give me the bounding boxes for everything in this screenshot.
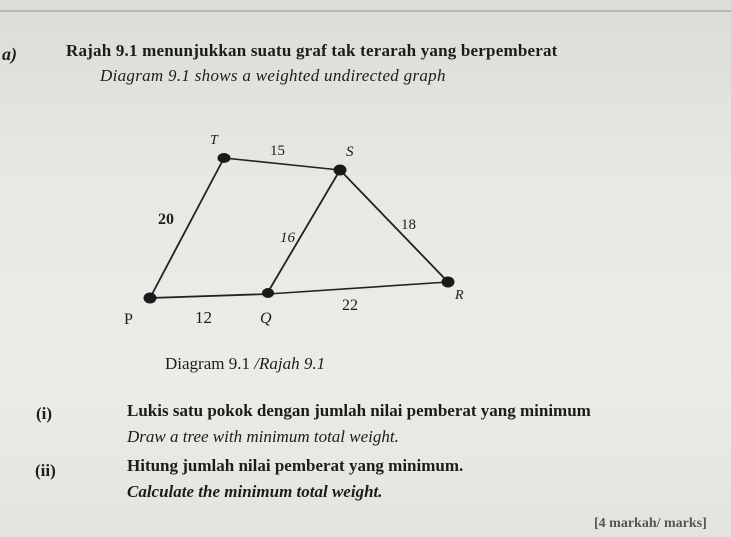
- part-i-english: Draw a tree with minimum total weight.: [127, 427, 399, 446]
- weight-T-S: 15: [270, 143, 285, 159]
- caption-english: Diagram 9.1: [165, 354, 250, 373]
- edge-Q-R: [268, 282, 448, 294]
- vertex-label-R: R: [455, 288, 464, 303]
- edge-S-Q: [268, 170, 340, 292]
- intro-english: Diagram 9.1 shows a weighted undirected graph: [100, 66, 446, 85]
- weight-P-Q: 12: [195, 308, 212, 327]
- vertex-label-Q: Q: [260, 310, 272, 327]
- vertex-Q: [262, 288, 274, 298]
- weight-Q-R: 22: [342, 297, 358, 314]
- vertex-R: [442, 277, 455, 288]
- edge-S-R: [340, 170, 448, 282]
- marks-allocation: [4 markah/ marks]: [594, 516, 707, 531]
- part-ii-malay: Hitung jumlah nilai pemberat yang minimum.: [127, 456, 464, 475]
- part-ii-number: (ii): [35, 461, 56, 480]
- vertex-label-T: T: [210, 133, 218, 148]
- part-ii-english: Calculate the minimum total weight.: [127, 482, 383, 501]
- weight-S-Q: 16: [280, 230, 295, 246]
- vertex-S: [334, 165, 347, 176]
- edge-P-Q: [150, 294, 268, 298]
- vertex-P: [144, 293, 157, 304]
- question-label: a): [2, 44, 17, 64]
- edge-T-P: [150, 158, 224, 298]
- vertex-T: [218, 153, 231, 163]
- caption-malay: /Rajah 9.1: [254, 354, 326, 373]
- intro-malay: Rajah 9.1 menunjukkan suatu graf tak terarah yang berpemberat: [66, 41, 558, 60]
- edge-T-S: [224, 158, 340, 170]
- weight-S-R: 18: [401, 217, 416, 233]
- vertex-label-S: S: [346, 144, 354, 160]
- part-i-malay: Lukis satu pokok dengan jumlah nilai pemberat yang minimum: [127, 401, 591, 420]
- part-i-number: (i): [36, 404, 53, 423]
- diagram-caption: [165, 354, 325, 374]
- vertex-label-P: P: [124, 311, 133, 328]
- weight-T-P: 20: [158, 211, 174, 228]
